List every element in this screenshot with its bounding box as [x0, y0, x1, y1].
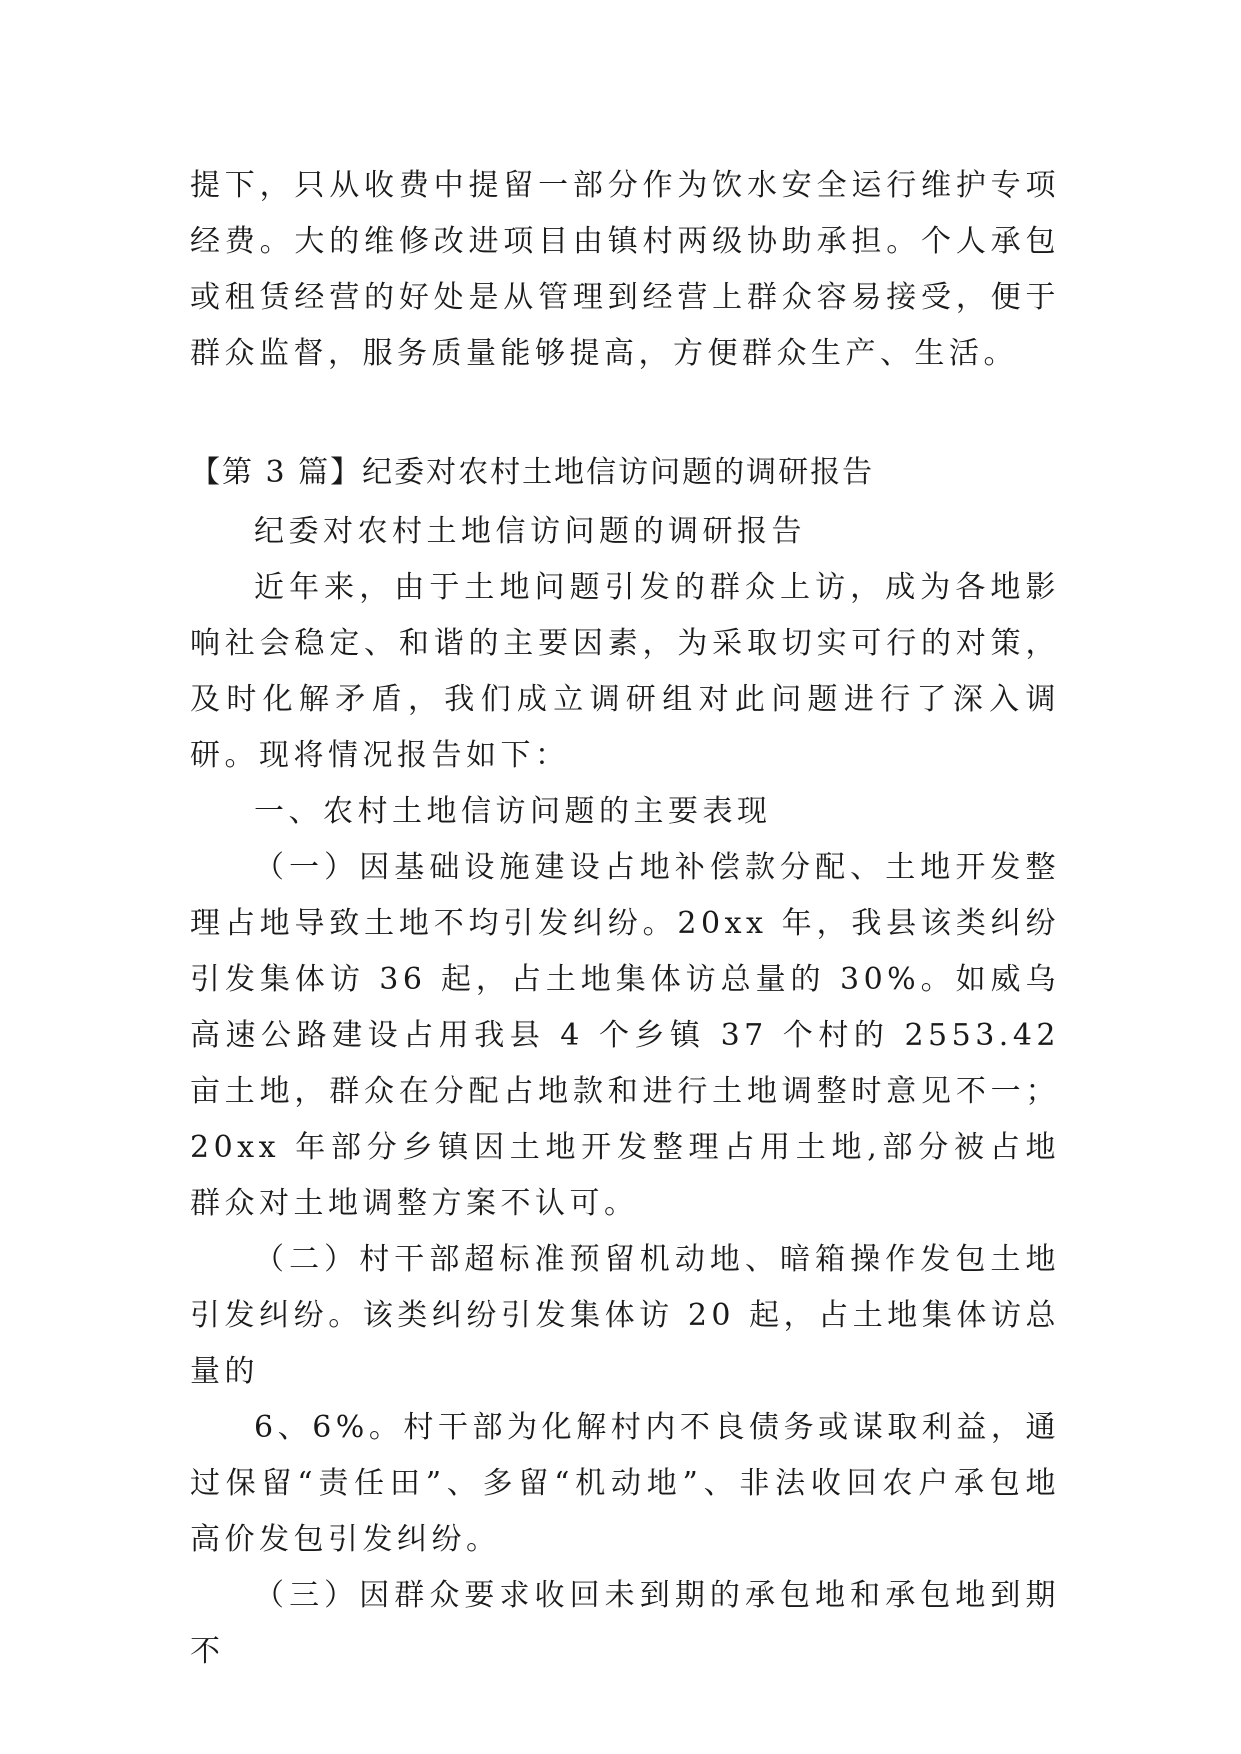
paragraph-item-1: （一）因基础设施建设占地补偿款分配、土地开发整理占地导致土地不均引发纠纷。20xx 年，我县该类纠纷引发集体访 36 起，占土地集体访总量的 30%。如威乌高速公路建设占用我县 4 个乡镇 37 个村的 2553.42 亩土地，群众在分配占地款和进行土地调整时意见不一；20xx 年部分乡镇因土地开发整理占用土地,部分被占地群众对土地调整方案不认可。 — [190, 850, 1060, 1221]
continuation-paragraph: 提下，只从收费中提留一部分作为饮水安全运行维护专项经费。大的维修改进项目由镇村两级协助承担。个人承包或租赁经营的好处是从管理到经营上群众容易接受，便于群众监督，服务质量能够提高，方便群众生产、生活。 — [190, 168, 1060, 371]
section-title: 【第 3 篇】纪委对农村土地信访问题的调研报告 — [190, 455, 875, 490]
report-body — [190, 504, 1060, 1680]
paragraph-item-2: （二）村干部超标准预留机动地、暗箱操作发包土地引发纠纷。该类纠纷引发集体访 20 起，占土地集体访总量的 — [190, 1242, 1060, 1389]
heading-main-manifestations: 一、农村土地信访问题的主要表现 — [254, 794, 772, 829]
continuation-block — [190, 158, 1060, 382]
paragraph-item-3: （三）因群众要求收回未到期的承包地和承包地到期不 — [190, 1578, 1060, 1669]
paragraph-item-2-continued: 6、6%。村干部为化解村内不良债务或谋取利益，通过保留“责任田”、多留“机动地”、非法收回农户承包地高价发包引发纠纷。 — [190, 1410, 1060, 1557]
paragraph-intro: 近年来，由于土地问题引发的群众上访，成为各地影响社会稳定、和谐的主要因素，为采取切实可行的对策，及时化解矛盾，我们成立调研组对此问题进行了深入调研。现将情况报告如下： — [190, 570, 1060, 773]
report-subtitle: 纪委对农村土地信访问题的调研报告 — [254, 514, 806, 549]
